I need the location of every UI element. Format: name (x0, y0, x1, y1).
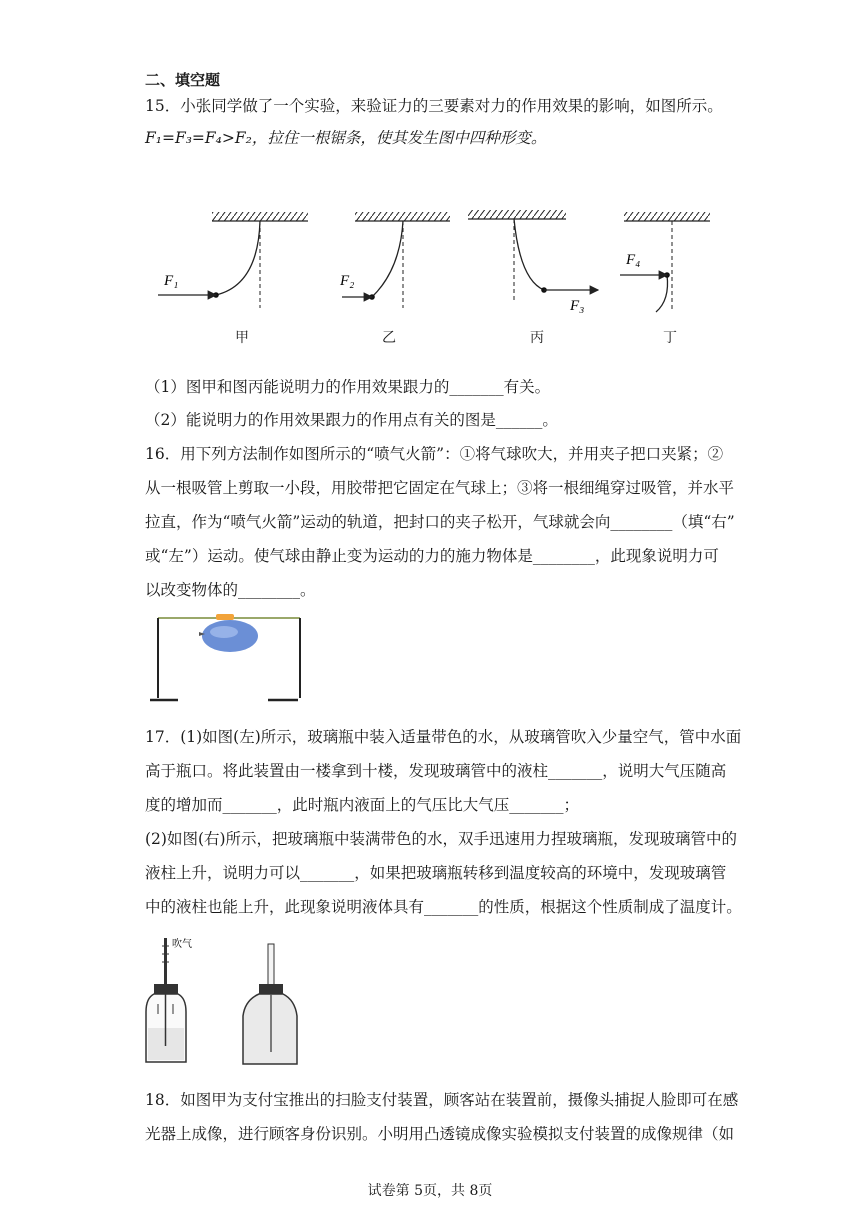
q15-sub-question-2: （2）能说明力的作用效果跟力的作用点有关的图是______。 (145, 411, 558, 429)
diagram-jia (158, 212, 308, 308)
page-footer: 试卷第 5页，共 8页 (367, 1183, 493, 1199)
q15-text-line-1: 15．小张同学做了一个实验，来验证力的三要素对力的作用效果的影响，如图所示。 (145, 97, 723, 115)
force-label-f3: F₃ (570, 298, 585, 314)
q18-text-line-2: 光器上成像，进行顾客身份识别。小明用凸透镜成像实验模拟支付装置的成像规律（如 (145, 1125, 735, 1143)
q16-text-line-4: 或“左”）运动。使气球由静止变为运动的力的施力物体是________，此现象说明力可 (145, 547, 719, 565)
caption-ding: 丁 (663, 330, 677, 346)
q17-glass-bottle-figure (140, 934, 310, 1070)
q17-text-line-1: 17．(1)如图(左)所示，玻璃瓶中装入适量带色的水，从玻璃管吹入少量空气，管中水面 (145, 728, 742, 746)
caption-yi: 乙 (382, 330, 396, 346)
diagram-bing (468, 210, 598, 314)
caption-bing: 丙 (530, 330, 544, 346)
diagram-ding (620, 212, 710, 312)
q18-text-line-1: 18．如图甲为支付宝推出的扫脸支付装置，顾客站在装置前，摄像头捕捉人脸即可在感 (145, 1091, 739, 1109)
q16-text-line-5: 以改变物体的________。 (145, 581, 316, 599)
force-label-f4: F₄ (626, 252, 641, 268)
force-label-f1: F₁ (164, 273, 179, 289)
q17-text-line-2: 高于瓶口。将此装置由一楼拿到十楼，发现玻璃管中的液柱_______，说明大气压随高 (145, 762, 727, 780)
caption-jia: 甲 (235, 330, 249, 346)
section-title: 二、填空题 (145, 71, 221, 89)
q15-sub-question-1: （1）图甲和图丙能说明力的作用效果跟力的_______有关。 (145, 378, 551, 396)
q16-text-line-3: 拉直，作为“喷气火箭”运动的轨道，把封口的夹子松开，气球就会向________（填“右” (145, 513, 735, 531)
q17-text-line-5: 液柱上升，说明力可以_______，如果把玻璃瓶转移到温度较高的环境中，发现玻璃管 (145, 864, 727, 882)
q15-saw-blade-figure (150, 200, 710, 350)
force-label-f2: F₂ (340, 273, 355, 289)
q15-text-line-2: F₁=F₃=F₄>F₂，拉住一根锯条，使其发生图中四种形变。 (145, 129, 547, 147)
q17-text-line-4: (2)如图(右)所示，把玻璃瓶中装满带色的水，双手迅速用力捏玻璃瓶，发现玻璃管中的 (145, 830, 738, 848)
q17-text-line-3: 度的增加而_______，此时瓶内液面上的气压比大气压_______； (145, 796, 580, 814)
blow-air-label: 吹气 (172, 939, 192, 950)
q16-balloon-rocket-figure (148, 608, 313, 708)
diagram-yi (339, 212, 450, 308)
q16-text-line-2: 从一根吸管上剪取一小段，用胶带把它固定在气球上；③将一根细绳穿过吸管，并水平 (145, 479, 735, 497)
q16-text-line-1: 16．用下列方法制作如图所示的“喷气火箭”：①将气球吹大，并用夹子把口夹紧；② (145, 445, 724, 463)
q17-text-line-6: 中的液柱也能上升，此现象说明液体具有_______的性质，根据这个性质制成了温度计。 (145, 898, 742, 916)
